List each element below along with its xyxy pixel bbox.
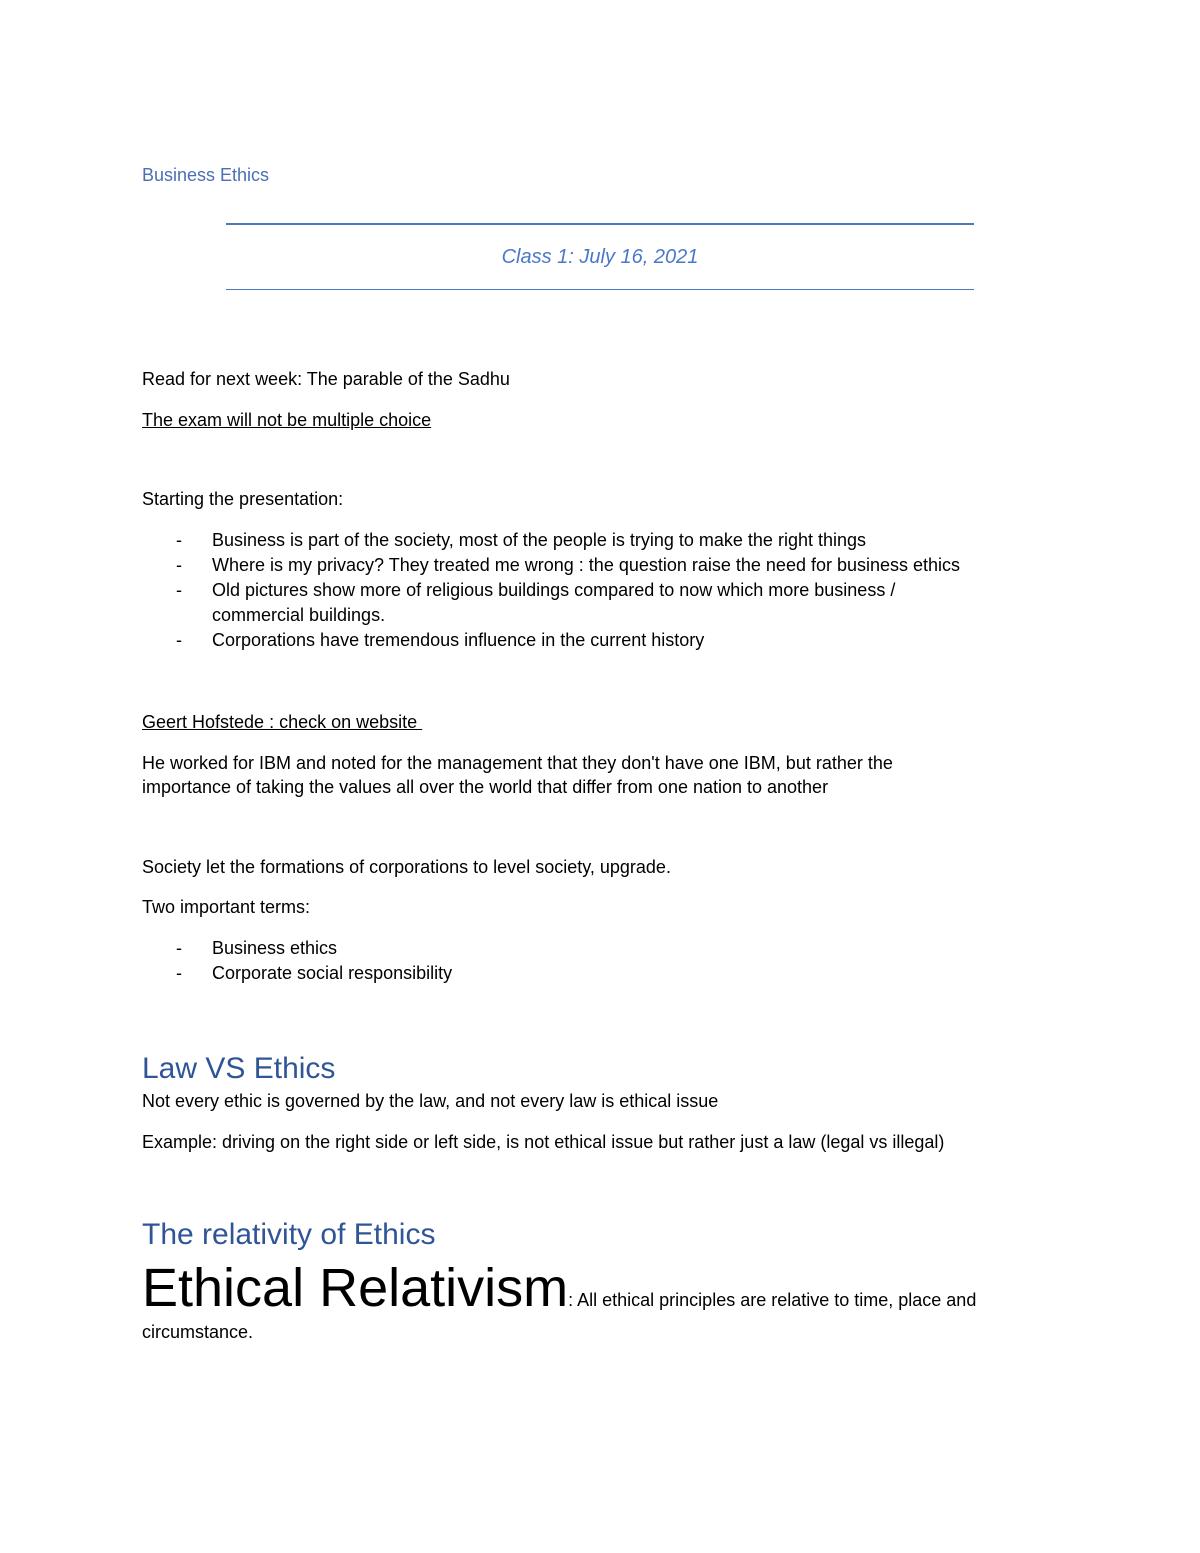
- list-item-text: Business is part of the society, most of the people is trying to make the right things: [212, 530, 866, 550]
- bullet-dash: -: [176, 555, 182, 575]
- list-item: [142, 936, 1112, 961]
- list-item-text: Where is my privacy? They treated me wrong : the question raise the need for business ethics: [212, 555, 961, 575]
- title-rule-bottom: [226, 289, 974, 290]
- presentation-bullet-list: [142, 528, 1112, 653]
- relativity-heading: The relativity of Ethics: [142, 1218, 436, 1251]
- list-item: [142, 578, 992, 628]
- ethical-relativism-definition: : All ethical principles are relative to time, place and: [568, 1290, 977, 1310]
- ethical-relativism-definition-continued: circumstance.: [142, 1322, 254, 1342]
- list-item-text: Business ethics: [212, 938, 338, 958]
- ethical-relativism-term: Ethical Relativism: [142, 1258, 569, 1318]
- bullet-dash: -: [176, 530, 182, 550]
- list-item-text: Corporations have tremendous influence in the current history: [212, 630, 705, 650]
- presentation-label: Starting the presentation:: [142, 489, 344, 509]
- hofstede-paragraph: He worked for IBM and noted for the management that they don't have one IBM, but rather the importance of taking the values all over the world that differ from one nation to another: [142, 753, 893, 797]
- list-item: [142, 528, 1112, 553]
- terms-label: Two important terms:: [142, 897, 311, 917]
- reading-note: Read for next week: The parable of the Sadhu: [142, 369, 510, 389]
- law-vs-ethics-line-2: Example: driving on the right side or left side, is not ethical issue but rather just a law (legal vs illegal): [142, 1132, 945, 1152]
- list-item: [142, 628, 1112, 653]
- bullet-dash: -: [176, 963, 182, 983]
- law-vs-ethics-heading: Law VS Ethics: [142, 1052, 336, 1085]
- list-item: [142, 961, 1112, 986]
- terms-bullet-list: [142, 936, 1112, 986]
- bullet-dash: -: [176, 938, 182, 958]
- ethical-relativism-line: [142, 1258, 976, 1318]
- class-subtitle: Class 1: July 16, 2021: [501, 246, 699, 268]
- bullet-dash: -: [176, 630, 182, 650]
- bullet-dash: -: [176, 580, 182, 600]
- list-item-text: Corporate social responsibility: [212, 963, 453, 983]
- society-sentence: Society let the formations of corporations to level society, upgrade.: [142, 857, 671, 877]
- document-title: Business Ethics: [142, 165, 270, 185]
- title-rule-top: [226, 223, 974, 225]
- list-item-text: Old pictures show more of religious buildings compared to now which more business / commercial buildings.: [212, 580, 896, 625]
- hofstede-title: Geert Hofstede : check on website: [142, 712, 423, 732]
- exam-note: The exam will not be multiple choice: [142, 410, 432, 430]
- law-vs-ethics-line-1: Not every ethic is governed by the law, and not every law is ethical issue: [142, 1091, 719, 1111]
- list-item: [142, 553, 1112, 578]
